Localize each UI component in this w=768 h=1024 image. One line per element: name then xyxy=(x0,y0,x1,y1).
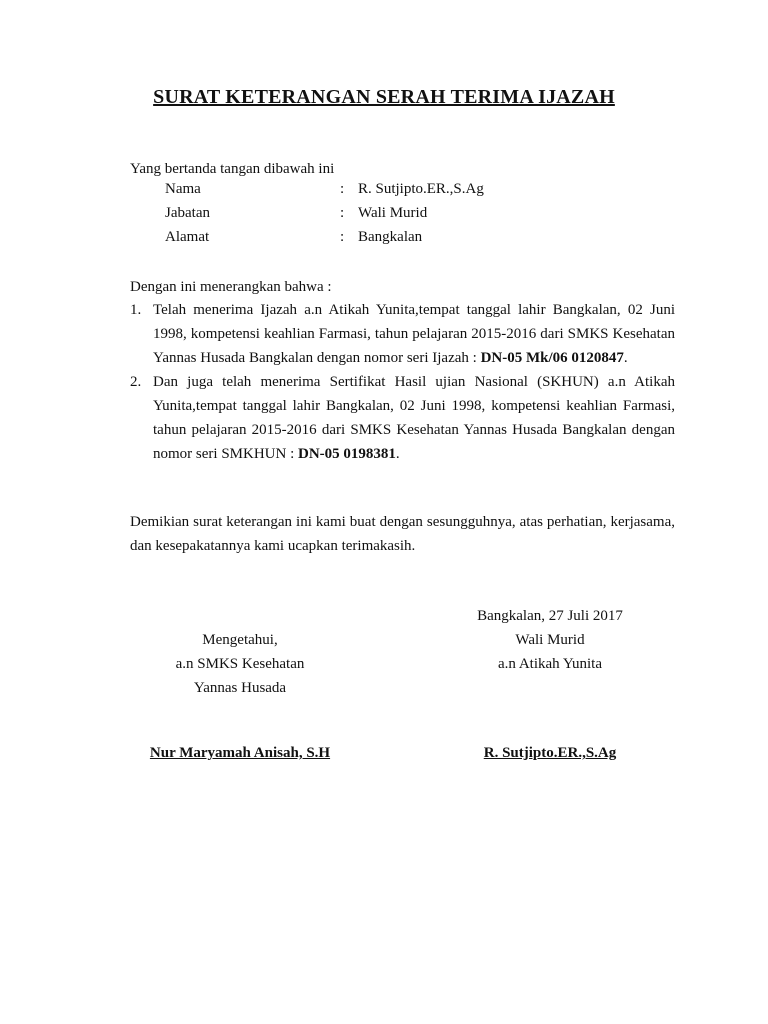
signature-block-left xyxy=(140,628,340,700)
ijazah-serial-number: DN-05 Mk/06 0120847 xyxy=(480,350,624,366)
field-colon: : xyxy=(340,181,345,197)
student-name-line: a.n Atikah Yunita xyxy=(497,656,602,672)
skhun-serial-number: DN-05 0198381 xyxy=(298,446,396,462)
list-item-end: . xyxy=(395,446,400,462)
place-date: Bangkalan, 27 Juli 2017 xyxy=(477,608,623,624)
list-item xyxy=(130,370,675,466)
list-item-end: . xyxy=(623,350,628,366)
school-line-1: a.n SMKS Kesehatan xyxy=(175,656,305,672)
statement-text: Dengan ini menerangkan bahwa : xyxy=(130,279,332,295)
field-label: Jabatan xyxy=(165,205,210,221)
list-item-text: Telah menerima Ijazah a.n Atikah Yunita,tempat tanggal lahir Bangkalan, 02 Juni 1998, kompetensi keahlian Farmasi, tahun pelajaran 2015-2016 dari SMKS Kesehatan Yannas Husada Bangkalan dengan nomor seri Ijazah : xyxy=(153,302,675,366)
field-value: R. Sutjipto.ER.,S.Ag xyxy=(358,181,484,197)
list-item-number: 2. xyxy=(130,374,142,390)
document-title: SURAT KETERANGAN SERAH TERIMA IJAZAH xyxy=(153,86,615,108)
field-value: Wali Murid xyxy=(358,205,428,221)
field-colon: : xyxy=(340,205,345,221)
signatory-name-right: R. Sutjipto.ER.,S.Ag xyxy=(483,745,617,761)
signatory-name-left: Nur Maryamah Anisah, S.H xyxy=(149,745,331,761)
field-value: Bangkalan xyxy=(358,229,423,245)
guardian-role: Wali Murid xyxy=(515,632,585,648)
list-item-text: Dan juga telah menerima Sertifikat Hasil ujian Nasional (SKHUN) a.n Atikah Yunita,tempat tanggal lahir Bangkalan, 02 Juni 1998, kompetensi keahlian Farmasi, tahun pelajaran 2015-2016 dari SMKS Kesehatan Yannas Husada Bangkalan dengan nomor seri SMKHUN : xyxy=(153,374,675,462)
intro-text: Yang bertanda tangan dibawah ini xyxy=(130,161,335,177)
statement-list xyxy=(130,298,675,466)
closing-paragraph: Demikian surat keterangan ini kami buat dengan sesungguhnya, atas perhatian, kerjasama, dan kesepakatannya kami ucapkan terimakasih. xyxy=(130,514,675,554)
list-item xyxy=(130,298,675,370)
field-label: Alamat xyxy=(165,229,210,245)
field-label: Nama xyxy=(165,181,201,197)
acknowledgement-label: Mengetahui, xyxy=(202,632,278,648)
field-colon: : xyxy=(340,229,345,245)
school-line-2: Yannas Husada xyxy=(193,680,287,696)
signature-block-right xyxy=(450,604,650,676)
list-item-number: 1. xyxy=(130,302,142,318)
